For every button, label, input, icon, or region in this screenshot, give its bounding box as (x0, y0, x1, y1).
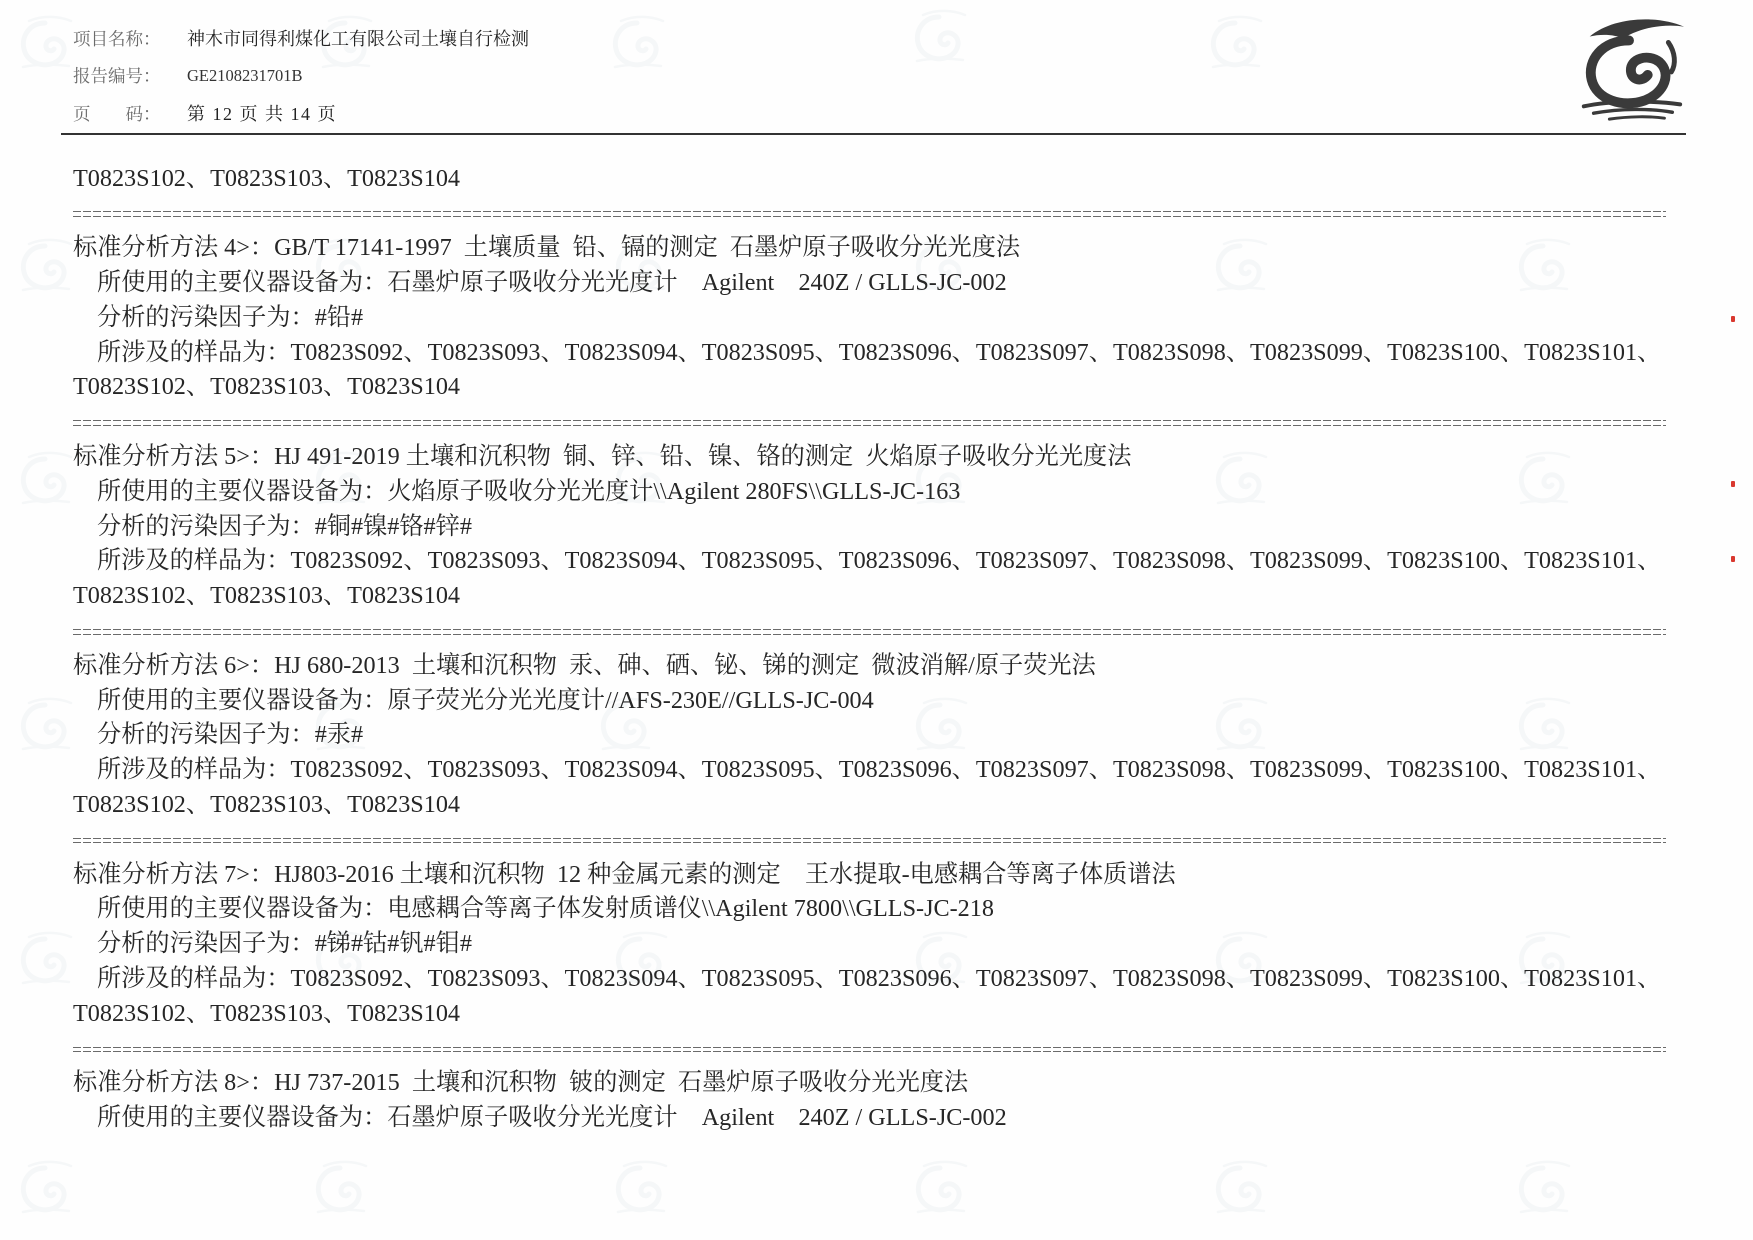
double-rule (73, 838, 1666, 844)
section-divider (73, 614, 1683, 649)
pollutants-label: 分析的污染因子为： (97, 303, 315, 331)
report-number-value: GE2108231701B (187, 66, 303, 85)
samples-continuation: T0823S102、T0823S103、T0823S104 (73, 373, 461, 401)
samples-line (73, 753, 1683, 788)
samples-continuation: T0823S102、T0823S103、T0823S104 (73, 164, 461, 192)
section-divider (73, 1032, 1683, 1067)
samples-continuation: T0823S102、T0823S103、T0823S104 (73, 790, 461, 818)
samples-value: T0823S092、T0823S093、T0823S094、T0823S095、T0823S096、T0823S097、T0823S098、T0823S099、T0823S100、T0823S101、 (290, 964, 1662, 992)
method-title: 标准分析方法 8>：HJ 737-2015 土壤和沉积物 铍的测定 石墨炉原子吸收分光光度法 (73, 1069, 969, 1097)
equipment-line (73, 892, 1683, 927)
report-body (73, 162, 1683, 1136)
pollutants-value: #汞# (314, 721, 364, 749)
equipment-value: 电感耦合等离子体发射质谱仪\\Agilent 7800\\GLLS-JC-218 (387, 895, 994, 923)
double-rule (73, 1047, 1666, 1053)
equipment-value: 原子荧光分光光度计//AFS-230E//GLLS-JC-004 (387, 686, 874, 714)
report-number-row (73, 64, 303, 88)
page-number-label: 页 码： (73, 104, 161, 124)
samples-line (73, 544, 1683, 579)
samples-label: 所涉及的样品为： (97, 338, 291, 366)
pollutants-value: #铜#镍#铬#锌# (314, 512, 472, 540)
samples-value: T0823S092、T0823S093、T0823S094、T0823S095、T0823S096、T0823S097、T0823S098、T0823S099、T0823S100、T0823S101、 (290, 547, 1662, 575)
samples-line (73, 962, 1683, 997)
project-name-label: 项目名称： (73, 29, 161, 49)
equipment-value: 火焰原子吸收分光光度计\\Agilent 280FS\\GLLS-JC-163 (387, 477, 961, 505)
method-title: 标准分析方法 5>：HJ 491-2019 土壤和沉积物 铜、锌、铅、镍、铬的测定 火焰原子吸收分光光度法 (73, 442, 1132, 470)
pollutants-label: 分析的污染因子为： (97, 930, 315, 958)
pollutants-line (73, 301, 1683, 336)
samples-label: 所涉及的样品为： (97, 964, 291, 992)
samples-value: T0823S092、T0823S093、T0823S094、T0823S095、T0823S096、T0823S097、T0823S098、T0823S099、T0823S100、T0823S101、 (290, 756, 1662, 784)
method-title: 标准分析方法 4>：GB/T 17141-1997 土壤质量 铅、镉的测定 石墨炉原子吸收分光光度法 (73, 234, 1021, 262)
pollutants-line (73, 718, 1683, 753)
method-title: 标准分析方法 6>：HJ 680-2013 土壤和沉积物 汞、砷、硒、铋、锑的测定 微波消解/原子荧光法 (73, 651, 1096, 679)
equipment-label: 所使用的主要仪器设备为： (97, 686, 388, 714)
equipment-label: 所使用的主要仪器设备为： (97, 1104, 388, 1132)
equipment-line (73, 684, 1683, 719)
header-divider (61, 133, 1686, 135)
double-rule (73, 420, 1666, 426)
pollutants-line (73, 510, 1683, 545)
swirl-logo-icon (1572, 12, 1690, 124)
equipment-value: 石墨炉原子吸收分光光度计 Agilent 240Z / GLLS-JC-002 (387, 1104, 1007, 1132)
equipment-label: 所使用的主要仪器设备为： (97, 895, 388, 923)
double-rule (73, 629, 1666, 635)
page-number-row (73, 102, 337, 126)
samples-line (73, 336, 1683, 371)
pollutants-value: #锑#钴#钒#钼# (314, 930, 472, 958)
project-name-row (73, 27, 529, 51)
section-divider (73, 405, 1683, 440)
scan-mark (1731, 316, 1735, 322)
scan-mark (1731, 481, 1735, 487)
section-divider (73, 196, 1683, 231)
page-number-value: 第 12 页 共 14 页 (187, 104, 337, 124)
double-rule (73, 211, 1666, 217)
pollutants-value: #铅# (314, 303, 364, 331)
samples-continuation: T0823S102、T0823S103、T0823S104 (73, 582, 461, 610)
pollutants-label: 分析的污染因子为： (97, 721, 315, 749)
samples-value: T0823S092、T0823S093、T0823S094、T0823S095、T0823S096、T0823S097、T0823S098、T0823S099、T0823S100、T0823S101、 (290, 338, 1662, 366)
equipment-value: 石墨炉原子吸收分光光度计 Agilent 240Z / GLLS-JC-002 (387, 268, 1007, 296)
equipment-label: 所使用的主要仪器设备为： (97, 268, 388, 296)
equipment-line (73, 475, 1683, 510)
pollutants-label: 分析的污染因子为： (97, 512, 315, 540)
equipment-line (73, 266, 1683, 301)
pollutants-line (73, 927, 1683, 962)
scan-mark (1731, 556, 1735, 562)
equipment-label: 所使用的主要仪器设备为： (97, 477, 388, 505)
project-name-value: 神木市同得利煤化工有限公司土壤自行检测 (187, 29, 529, 49)
section-divider (73, 823, 1683, 858)
report-number-label: 报告编号： (73, 66, 161, 86)
method-title: 标准分析方法 7>：HJ803-2016 土壤和沉积物 12 种金属元素的测定 王水提取-电感耦合等离子体质谱法 (73, 860, 1176, 888)
samples-continuation: T0823S102、T0823S103、T0823S104 (73, 999, 461, 1027)
samples-label: 所涉及的样品为： (97, 547, 291, 575)
equipment-line (73, 1101, 1683, 1136)
samples-label: 所涉及的样品为： (97, 756, 291, 784)
